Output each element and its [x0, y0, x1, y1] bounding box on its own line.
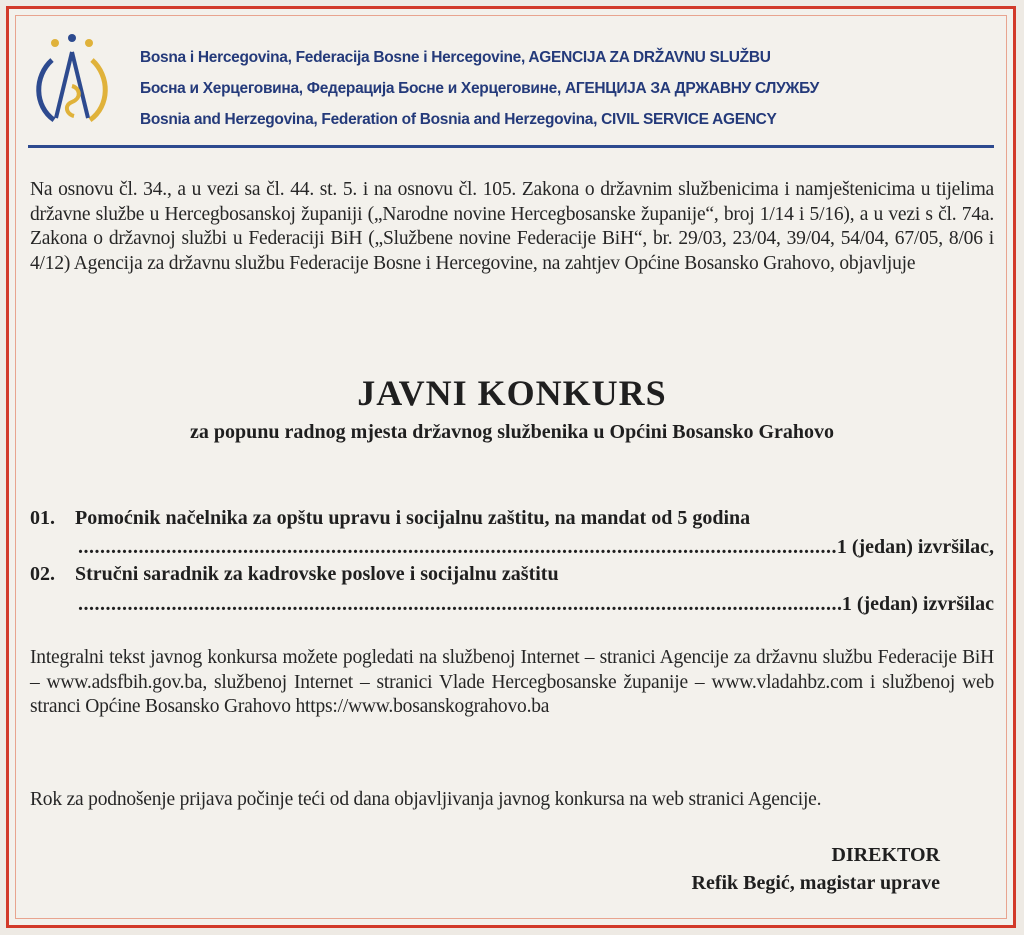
position-item — [30, 507, 994, 530]
deadline-paragraph: Rok za podnošenje prijava počinje teći od dana objavljivanja javnog konkursa na web stranici Agencije. — [30, 789, 822, 810]
signature-role: DIREKTOR — [831, 844, 940, 866]
header-line-cyrillic: Босна и Херцеговина, Федерација Босне и Херцеговине, АГЕНЦИЈА ЗА ДРЖАВНУ СЛУЖБУ — [140, 80, 819, 97]
intro-paragraph: Na osnovu čl. 34., a u vezi sa čl. 44. st. 5. i na osnovu čl. 105. Zakona o državnim službenicima i namještenicima u tijelima državne službe u Hercegbosanskoj županiji („Narodne novine Hercegbosanske županije“, broj 1/14 i 5/16), a u vezi s čl. 74a. Zakona o državnoj službi u Federaciji BiH („Službene novine Federacije BiH“, br. 29/03, 23/04, 39/04, 54/04, 67/05, 8/06 i 4/12) Agencija za državnu službu Federacije Bosne i Hercegovine, na zahtjev Općine Bosansko Grahovo, objavljuje — [30, 179, 994, 274]
position-title: Pomoćnik načelnika za opštu upravu i socijalnu zaštitu, na mandat od 5 godina — [75, 507, 751, 529]
dot-leader — [78, 536, 837, 559]
dot-leader — [78, 593, 842, 616]
position-count: 1 (jedan) izvršilac, — [836, 536, 994, 558]
agency-header — [140, 42, 1000, 135]
position-title: Stručni saradnik za kadrovske poslove i socijalnu zaštitu — [75, 563, 559, 585]
position-number: 02. — [30, 563, 55, 585]
agency-emblem-icon — [28, 30, 116, 130]
position-count-row — [78, 593, 994, 616]
position-count-row — [78, 536, 994, 559]
notice-subtitle: za popunu radnog mjesta državnog službenika u Općini Bosansko Grahovo — [189, 421, 835, 443]
signature-name: Refik Begić, magistar uprave — [691, 872, 940, 894]
header-line-english: Bosnia and Herzegovina, Federation of Bosnia and Herzegovina, CIVIL SERVICE AGENCY — [140, 111, 777, 128]
notice-title: JAVNI KONKURS — [357, 373, 667, 413]
position-item — [30, 563, 994, 586]
header-divider — [28, 145, 994, 148]
notice-inner-border — [15, 15, 1007, 919]
position-number: 01. — [30, 507, 55, 529]
header-line-bosnian: Bosna i Hercegovina, Federacija Bosne i Hercegovine, AGENCIJA ZA DRŽAVNU SLUŽBU — [140, 49, 771, 66]
position-count: 1 (jedan) izvršilac — [841, 593, 994, 615]
integral-text-paragraph: Integralni tekst javnog konkursa možete pogledati na službenoj Internet – stranici Agencije za državnu službu Federacije BiH – www.adsfbih.gov.ba, službenoj Internet – stranici Vlade Hercegbosanske županije – www.vladahbz.com i službenoj web stranci Općine Bosansko Grahovo https://www.bosanskograhovo.ba — [30, 647, 994, 717]
